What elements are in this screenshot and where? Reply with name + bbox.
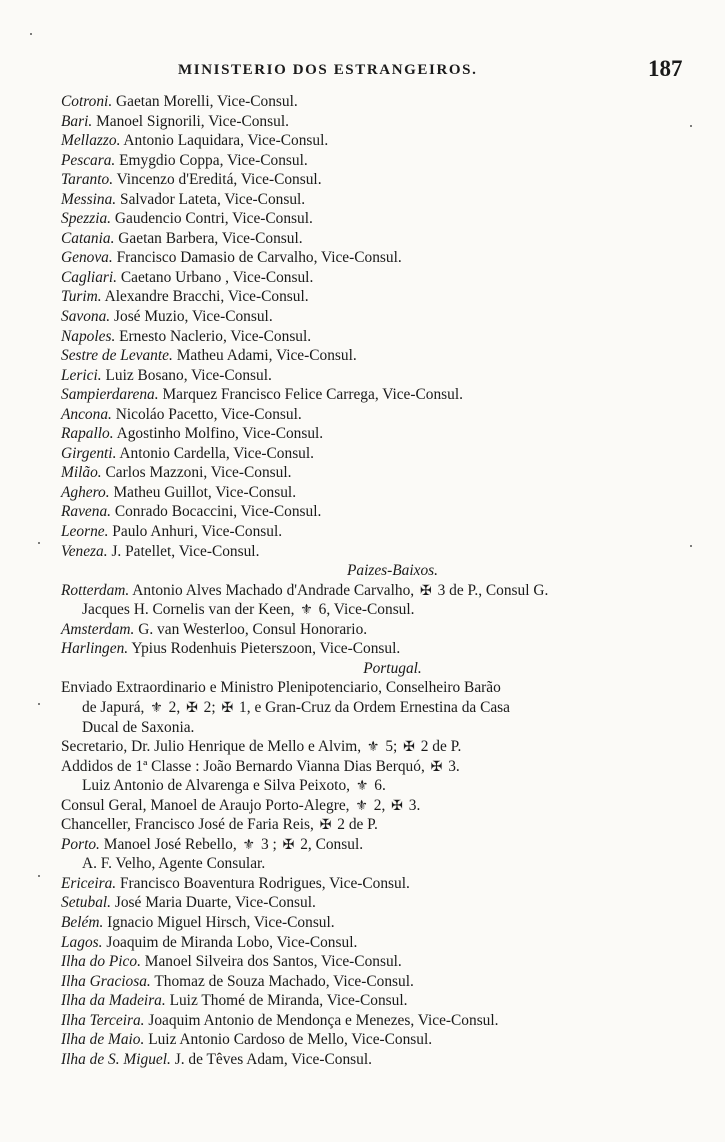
entry-text: J. de Têves Adam, Vice-Consul. <box>170 1050 372 1068</box>
entry-chanceller: Chanceller, Francisco José de Faria Reis, ✠ 2 de P. <box>61 816 378 834</box>
entry-text: Conrado Bocaccini, Vice-Consul. <box>111 503 322 521</box>
place-name: Ilha de Maio. <box>61 1031 145 1049</box>
place-name: Genova. <box>61 249 113 267</box>
entry-text: Joaquim Antonio de Mendonça e Menezes, Vice-Consul. <box>144 1011 499 1029</box>
entry-enviado-cont: de Japurá, ⚜ 2, ✠ 2; ✠ 1, e Gran-Cruz da Ordem Ernestina da Casa <box>82 698 510 716</box>
place-name: Ericeira. <box>61 874 117 892</box>
section-heading-portugal: Portugal. <box>363 659 422 677</box>
place-name: Ravena. <box>61 503 111 521</box>
list-item <box>0 933 725 953</box>
place-name: Setubal. <box>61 894 112 912</box>
list-item <box>0 287 725 307</box>
list-item <box>0 991 725 1011</box>
entry-text: Matheu Guillot, Vice-Consul. <box>109 483 297 501</box>
star-icon: ⚜ <box>355 798 368 814</box>
star-icon: ⚜ <box>242 837 256 853</box>
entry-text: Ignacio Miguel Hirsch, Vice-Consul. <box>103 913 335 931</box>
entry-text: Emygdio Coppa, Vice-Consul. <box>115 151 308 169</box>
paper-speck <box>690 545 692 547</box>
entry-text: Agostinho Molfino, Vice-Consul. <box>113 425 324 443</box>
cross-icon: ✠ <box>186 700 198 716</box>
entry-enviado-end: Ducal de Saxonia. <box>82 718 195 736</box>
list-item <box>0 463 725 483</box>
entry-text: Antonio Cardella, Vice-Consul. <box>116 444 314 462</box>
list-item <box>0 307 725 327</box>
list-item <box>0 1011 725 1031</box>
entry-amsterdam: Amsterdam. G. van Westerloo, Consul Honorario. <box>61 620 368 638</box>
paper-speck <box>690 125 692 127</box>
entry-rotterdam: Rotterdam. Antonio Alves Machado d'Andrade Carvalho, ✠ 3 de P., Consul G. <box>61 581 549 599</box>
entry-text: Gaudencio Contri, Vice-Consul. <box>111 210 313 228</box>
entry-text: Antonio Laquidara, Vice-Consul. <box>120 132 329 150</box>
place-name: Messina. <box>61 190 117 208</box>
list-item <box>0 483 725 503</box>
list-item <box>0 405 725 425</box>
place-name: Bari. <box>61 112 93 130</box>
place-name: Sampierdarena. <box>61 386 159 404</box>
place-name: Rapallo. <box>61 425 114 443</box>
list-item <box>0 1050 725 1070</box>
list-item <box>0 542 725 562</box>
list-item <box>0 151 725 171</box>
entry-text: Luiz Antonio Cardoso de Mello, Vice-Consul. <box>144 1031 433 1049</box>
section-heading-paises-baixos: Paizes-Baixos. <box>346 562 439 580</box>
place-name: Ilha do Pico. <box>61 953 141 971</box>
entry-text: Manoel Silveira dos Santos, Vice-Consul. <box>140 953 402 971</box>
place-name: Sestre de Levante. <box>61 347 173 365</box>
cross-icon: ✠ <box>391 798 403 814</box>
list-item <box>0 913 725 933</box>
list-item <box>0 190 725 210</box>
place-name: Ilha Terceira. <box>61 1011 145 1029</box>
list-item <box>0 502 725 522</box>
cross-icon: ✠ <box>319 818 332 834</box>
cross-icon: ✠ <box>420 583 432 599</box>
entry-text: Marquez Francisco Felice Carrega, Vice-Consul. <box>158 386 463 404</box>
cross-icon: ✠ <box>403 740 415 756</box>
entry-text: Caetano Urbano , Vice-Consul. <box>117 268 314 286</box>
entry-text: Manoel Signorili, Vice-Consul. <box>92 112 289 130</box>
entry-text: Luiz Bosano, Vice-Consul. <box>101 366 272 384</box>
place-name: Taranto. <box>61 171 114 189</box>
entry-text: Ernesto Naclerio, Vice-Consul. <box>115 327 312 345</box>
place-name: Veneza. <box>61 542 108 560</box>
entry-text: Joaquim de Miranda Lobo, Vice-Consul. <box>102 933 358 951</box>
entry-text: Gaetan Morelli, Vice-Consul. <box>112 93 298 110</box>
place-name: Lagos. <box>61 933 103 951</box>
place-name: Aghero. <box>61 483 110 501</box>
entry-text: Alexandre Bracchi, Vice-Consul. <box>101 288 309 306</box>
entry-van-der-keen: Jacques H. Cornelis van der Keen, ⚜ 6, Vice-Consul. <box>82 601 415 619</box>
list-item <box>0 170 725 190</box>
paper-speck <box>38 542 40 544</box>
entry-text: Vincenzo d'Ereditá, Vice-Consul. <box>113 171 322 189</box>
paper-speck <box>38 875 40 877</box>
star-icon: ⚜ <box>366 740 380 756</box>
place-name: Savona. <box>61 308 111 326</box>
entry-porto: Porto. Manoel José Rebello, ⚜ 3 ; ✠ 2, Consul. <box>61 835 364 853</box>
entry-text: Matheu Adami, Vice-Consul. <box>172 347 357 365</box>
list-item <box>0 92 725 112</box>
list-item <box>0 522 725 542</box>
place-name: Ancona. <box>61 405 112 423</box>
entry-text: Salvador Lateta, Vice-Consul. <box>116 190 306 208</box>
cross-icon: ✠ <box>221 700 234 716</box>
place-name: Ilha de S. Miguel. <box>61 1050 171 1068</box>
place-name: Pescara. <box>61 151 116 169</box>
star-icon: ⚜ <box>150 700 163 716</box>
list-item <box>0 209 725 229</box>
entry-secretario: Secretario, Dr. Julio Henrique de Mello e Alvim, ⚜ 5; ✠ 2 de P. <box>61 738 462 756</box>
entry-text: J. Patellet, Vice-Consul. <box>107 542 260 560</box>
paper-speck <box>30 33 32 35</box>
list-item <box>0 1030 725 1050</box>
entry-enviado: Enviado Extraordinario e Ministro Plenipotenciario, Conselheiro Barão <box>61 679 501 697</box>
place-name: Milão. <box>61 464 102 482</box>
place-name: Lerici. <box>61 366 102 384</box>
entry-consul-geral: Consul Geral, Manoel de Araujo Porto-Alegre, ⚜ 2, ✠ 3. <box>61 796 421 814</box>
list-item <box>0 385 725 405</box>
entry-text: Thomaz de Souza Machado, Vice-Consul. <box>150 972 414 990</box>
place-name: Ilha da Madeira. <box>61 992 166 1010</box>
entry-text: Francisco Boaventura Rodrigues, Vice-Consul. <box>116 874 410 892</box>
text-body <box>0 92 725 1069</box>
place-name: Napoles. <box>61 327 116 345</box>
running-title: MINISTERIO DOS ESTRANGEIROS. <box>178 62 478 78</box>
entry-luiz-peixoto: Luiz Antonio de Alvarenga e Silva Peixoto, ⚜ 6. <box>82 777 386 795</box>
list-item <box>0 366 725 386</box>
paper-speck <box>38 703 40 705</box>
place-name: Mellazzo. <box>61 132 121 150</box>
place-name: Belém. <box>61 913 104 931</box>
place-name: Cotroni. <box>61 93 113 110</box>
place-name: Turim. <box>61 288 102 306</box>
entry-text: Gaetan Barbera, Vice-Consul. <box>114 229 303 247</box>
list-item <box>0 229 725 249</box>
entry-text: Francisco Damasio de Carvalho, Vice-Consul. <box>112 249 402 267</box>
entry-text: Nicoláo Pacetto, Vice-Consul. <box>111 405 302 423</box>
list-item <box>0 112 725 132</box>
entry-addidos: Addidos de 1ª Classe : João Bernardo Vianna Dias Berquó, ✠ 3. <box>61 757 460 775</box>
entry-text: José Muzio, Vice-Consul. <box>110 308 273 326</box>
place-name: Spezzia. <box>61 210 112 228</box>
entry-velho: A. F. Velho, Agente Consular. <box>82 855 266 873</box>
place-name: Catania. <box>61 229 115 247</box>
cross-icon: ✠ <box>430 759 443 775</box>
star-icon: ⚜ <box>300 603 313 619</box>
list-item <box>0 893 725 913</box>
entry-text: Paulo Anhuri, Vice-Consul. <box>108 523 283 541</box>
list-item <box>0 874 725 894</box>
star-icon: ⚜ <box>355 779 369 795</box>
place-name: Girgenti. <box>61 444 117 462</box>
list-item <box>0 268 725 288</box>
place-name: Ilha Graciosa. <box>61 972 151 990</box>
page-number: 187 <box>648 56 683 81</box>
list-item <box>0 131 725 151</box>
list-item <box>0 952 725 972</box>
page-header <box>0 56 725 86</box>
place-name: Cagliari. <box>61 268 118 286</box>
entry-text: Luiz Thomé de Miranda, Vice-Consul. <box>165 992 408 1010</box>
place-name: Leorne. <box>61 523 109 541</box>
entry-text: José Maria Duarte, Vice-Consul. <box>111 894 316 912</box>
cross-icon: ✠ <box>282 837 295 853</box>
list-item <box>0 424 725 444</box>
list-item <box>0 327 725 347</box>
list-item <box>0 972 725 992</box>
entry-harlingen: Harlingen. Ypius Rodenhuis Pieterszoon, Vice-Consul. <box>61 640 401 658</box>
list-item <box>0 444 725 464</box>
list-item <box>0 346 725 366</box>
list-item <box>0 248 725 268</box>
entry-text: Carlos Mazzoni, Vice-Consul. <box>101 464 292 482</box>
